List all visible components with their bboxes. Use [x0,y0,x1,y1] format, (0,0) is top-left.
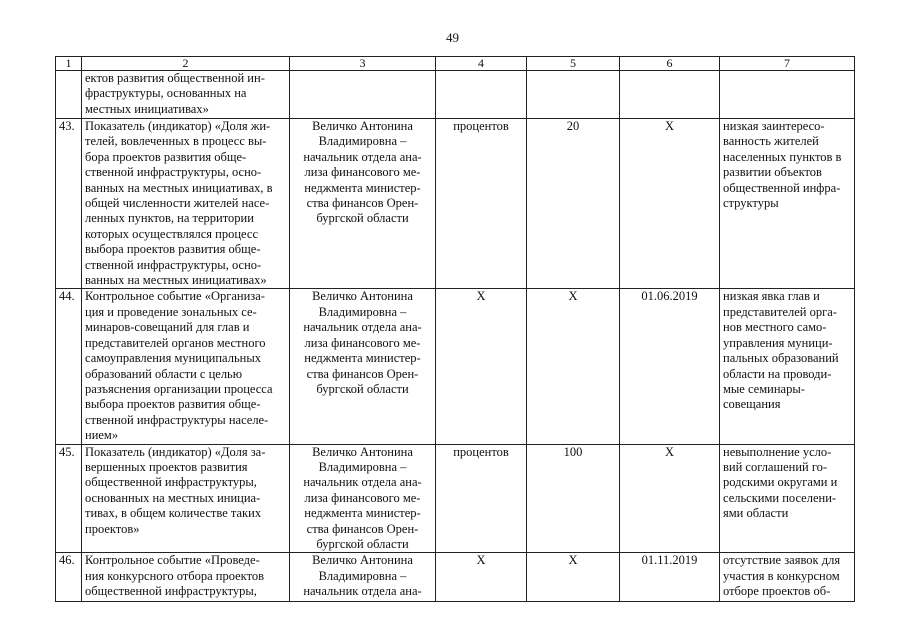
deadline-date: Х [620,444,720,553]
column-header: 7 [720,57,855,71]
responsible-person: Величко Антонина Владимировна – начальник отдела ана- лиза финансового ме- неджмента министер- ства финансов Орен- бургской области [290,119,436,289]
row-number: 43. [56,119,82,289]
risk-description: низкая явка глав и представителей орга- нов местного само- управления муници- пальных образований области на проводи- мые семинары- совещания [720,289,855,444]
column-header: 5 [527,57,620,71]
risk-description: отсутствие заявок для участия в конкурсном отборе проектов об- [720,553,855,602]
measure-description: ектов развития общественной ин- фраструктуры, основанных на местных инициативах» [82,71,290,119]
measures-table [55,56,855,602]
measure-description: Показатель (индикатор) «Доля за- вершенных проектов развития общественной инфраструктуры, основанных на местных инициа- тивах, в общем количестве таких проектов» [82,444,290,553]
column-header: 2 [82,57,290,71]
column-header: 1 [56,57,82,71]
responsible-person: Величко Антонина Владимировна – начальник отдела ана- лиза финансового ме- неджмента министер- ства финансов Орен- бургской области [290,289,436,444]
table-header-row [56,57,855,71]
responsible-person: Величко Антонина Владимировна – начальник отдела ана- лиза финансового ме- неджмента министер- ства финансов Орен- бургской области [290,444,436,553]
unit-of-measure [436,71,527,119]
deadline-date: Х [620,119,720,289]
row-number: 45. [56,444,82,553]
column-header: 3 [290,57,436,71]
target-value: 100 [527,444,620,553]
responsible-person: Величко Антонина Владимировна – начальник отдела ана- [290,553,436,602]
target-value: Х [527,289,620,444]
row-number [56,71,82,119]
unit-of-measure: процентов [436,444,527,553]
measure-description: Контрольное событие «Проведе- ния конкурсного отбора проектов общественной инфраструктуры, [82,553,290,602]
unit-of-measure: Х [436,553,527,602]
table-row [56,119,855,289]
risk-description: невыполнение усло- вий соглашений го- родскими округами и сельскими поселени- ями области [720,444,855,553]
deadline-date [620,71,720,119]
target-value: Х [527,553,620,602]
unit-of-measure: процентов [436,119,527,289]
column-header: 4 [436,57,527,71]
row-number: 46. [56,553,82,602]
unit-of-measure: Х [436,289,527,444]
risk-description: низкая заинтересо- ванность жителей населенных пунктов в развитии объектов общественной инфра- структуры [720,119,855,289]
target-value: 20 [527,119,620,289]
measure-description: Контрольное событие «Организа- ция и проведение зональных се- минаров-совещаний для глав и представителей органов местного самоуправления муниципальных образований области с целью разъяснения организации процесса выбора проектов развития обще- ственной инфраструктуры населе- нием» [82,289,290,444]
risk-description [720,71,855,119]
table-row [56,289,855,444]
table-row [56,553,855,602]
deadline-date: 01.11.2019 [620,553,720,602]
measure-description: Показатель (индикатор) «Доля жи- телей, вовлеченных в процесс вы- бора проектов развития обще- ственной инфраструктуры, осно- ванных на местных инициативах, в общей численности жителей насе- ленных пунктов, на территории которых осуществлялся процесс выбора проектов развития обще- ственной инфраструктуры, осно- ванных на местных инициативах» [82,119,290,289]
row-number: 44. [56,289,82,444]
page-number: 49 [446,30,459,45]
responsible-person [290,71,436,119]
target-value [527,71,620,119]
table-row [56,71,855,119]
deadline-date: 01.06.2019 [620,289,720,444]
column-header: 6 [620,57,720,71]
table-row [56,444,855,553]
